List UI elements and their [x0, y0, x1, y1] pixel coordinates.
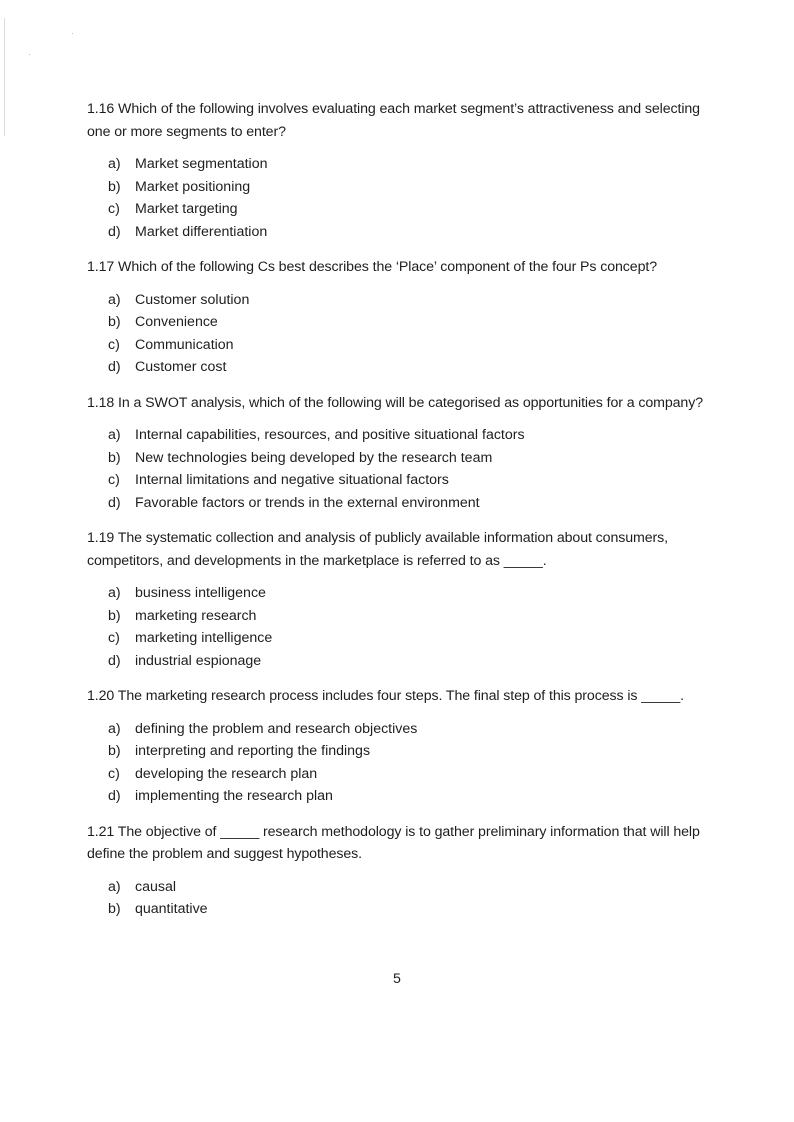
option-text: Market differentiation: [135, 223, 268, 240]
scan-edge-line: [4, 18, 5, 136]
scan-speck: [72, 33, 73, 34]
option-letter: c): [108, 765, 120, 782]
option-text: marketing research: [135, 607, 257, 624]
option-d: [108, 221, 727, 244]
option-letter: b): [108, 449, 121, 466]
option-d: [108, 650, 727, 673]
option-c: [108, 334, 727, 357]
question-1-19: [87, 527, 727, 672]
question-1-18: [87, 392, 727, 515]
option-b: [108, 447, 727, 470]
question-text: 1.17 Which of the following Cs best describes the ‘Place’ component of the four Ps concept?: [87, 259, 658, 275]
option-letter: a): [108, 585, 121, 601]
question-1-21: [87, 821, 727, 921]
option-c: [108, 469, 727, 492]
option-list: [87, 289, 727, 379]
option-text: causal: [135, 878, 177, 895]
option-list: [87, 876, 727, 921]
option-letter: c): [108, 201, 120, 217]
option-letter: b): [108, 178, 121, 195]
question-text: 1.19 The systematic collection and analysis of publicly available information about consumers, competitors, and developments in the marketplace is referred to as _____.: [87, 530, 669, 569]
option-text: Favorable factors or trends in the external environment: [135, 494, 480, 511]
question-1-17: [87, 256, 727, 379]
page-number: 5: [393, 971, 401, 987]
option-letter: d): [108, 652, 121, 669]
option-text: Internal capabilities, resources, and positive situational factors: [135, 427, 525, 443]
option-b: [108, 740, 727, 763]
option-letter: a): [108, 427, 121, 443]
option-letter: d): [108, 494, 121, 511]
option-text: Convenience: [135, 314, 218, 330]
option-letter: b): [108, 901, 121, 917]
option-a: [108, 153, 727, 176]
option-text: Customer cost: [135, 359, 227, 375]
option-text: quantitative: [135, 901, 208, 917]
option-a: [108, 424, 727, 447]
option-text: business intelligence: [135, 585, 266, 601]
question-1-16: [87, 98, 727, 243]
option-d: [108, 492, 727, 515]
option-text: Market positioning: [135, 178, 251, 195]
option-letter: d): [108, 359, 121, 375]
option-text: Communication: [135, 336, 234, 353]
option-letter: b): [108, 607, 121, 624]
option-c: [108, 763, 727, 786]
option-c: [108, 198, 727, 221]
option-letter: c): [108, 336, 120, 353]
option-d: [108, 356, 727, 379]
question-text: 1.21 The objective of _____ research methodology is to gather preliminary information that will help define the problem and suggest hypotheses.: [87, 823, 700, 862]
question-text: 1.16 Which of the following involves evaluating each market segment’s attractiveness and selecting one or more segments to enter?: [87, 101, 700, 140]
option-b: [108, 176, 727, 199]
option-text: developing the research plan: [135, 765, 318, 782]
option-a: [108, 718, 727, 741]
option-b: [108, 898, 727, 921]
option-b: [108, 605, 727, 628]
option-letter: a): [108, 291, 121, 308]
option-b: [108, 311, 727, 334]
option-text: Customer solution: [135, 291, 250, 308]
option-c: [108, 627, 727, 650]
scan-speck: [29, 54, 30, 55]
option-letter: d): [108, 223, 121, 240]
option-letter: a): [108, 156, 121, 172]
option-text: New technologies being developed by the research team: [135, 449, 493, 466]
option-letter: d): [108, 788, 121, 804]
option-text: defining the problem and research objectives: [135, 720, 418, 737]
question-text: 1.18 In a SWOT analysis, which of the following will be categorised as opportunities for a company?: [87, 394, 703, 411]
option-text: implementing the research plan: [135, 788, 333, 804]
option-list: [87, 718, 727, 808]
option-letter: c): [108, 472, 120, 488]
option-letter: a): [108, 720, 121, 737]
option-text: marketing intelligence: [135, 630, 273, 646]
option-text: interpreting and reporting the findings: [135, 743, 371, 759]
option-list: [87, 424, 727, 514]
option-letter: c): [108, 630, 120, 646]
option-letter: a): [108, 878, 121, 895]
option-list: [87, 153, 727, 243]
option-a: [108, 289, 727, 312]
option-text: industrial espionage: [135, 652, 262, 669]
question-1-20: [87, 685, 727, 808]
option-text: Market segmentation: [135, 156, 268, 172]
option-letter: b): [108, 743, 121, 759]
option-a: [108, 876, 727, 899]
option-list: [87, 582, 727, 672]
option-text: Market targeting: [135, 201, 238, 217]
option-a: [108, 582, 727, 605]
option-text: Internal limitations and negative situational factors: [135, 472, 449, 488]
question-text: 1.20 The marketing research process includes four steps. The final step of this process is _____.: [87, 688, 685, 704]
option-d: [108, 785, 727, 808]
document-page: [87, 98, 727, 921]
option-letter: b): [108, 314, 121, 330]
